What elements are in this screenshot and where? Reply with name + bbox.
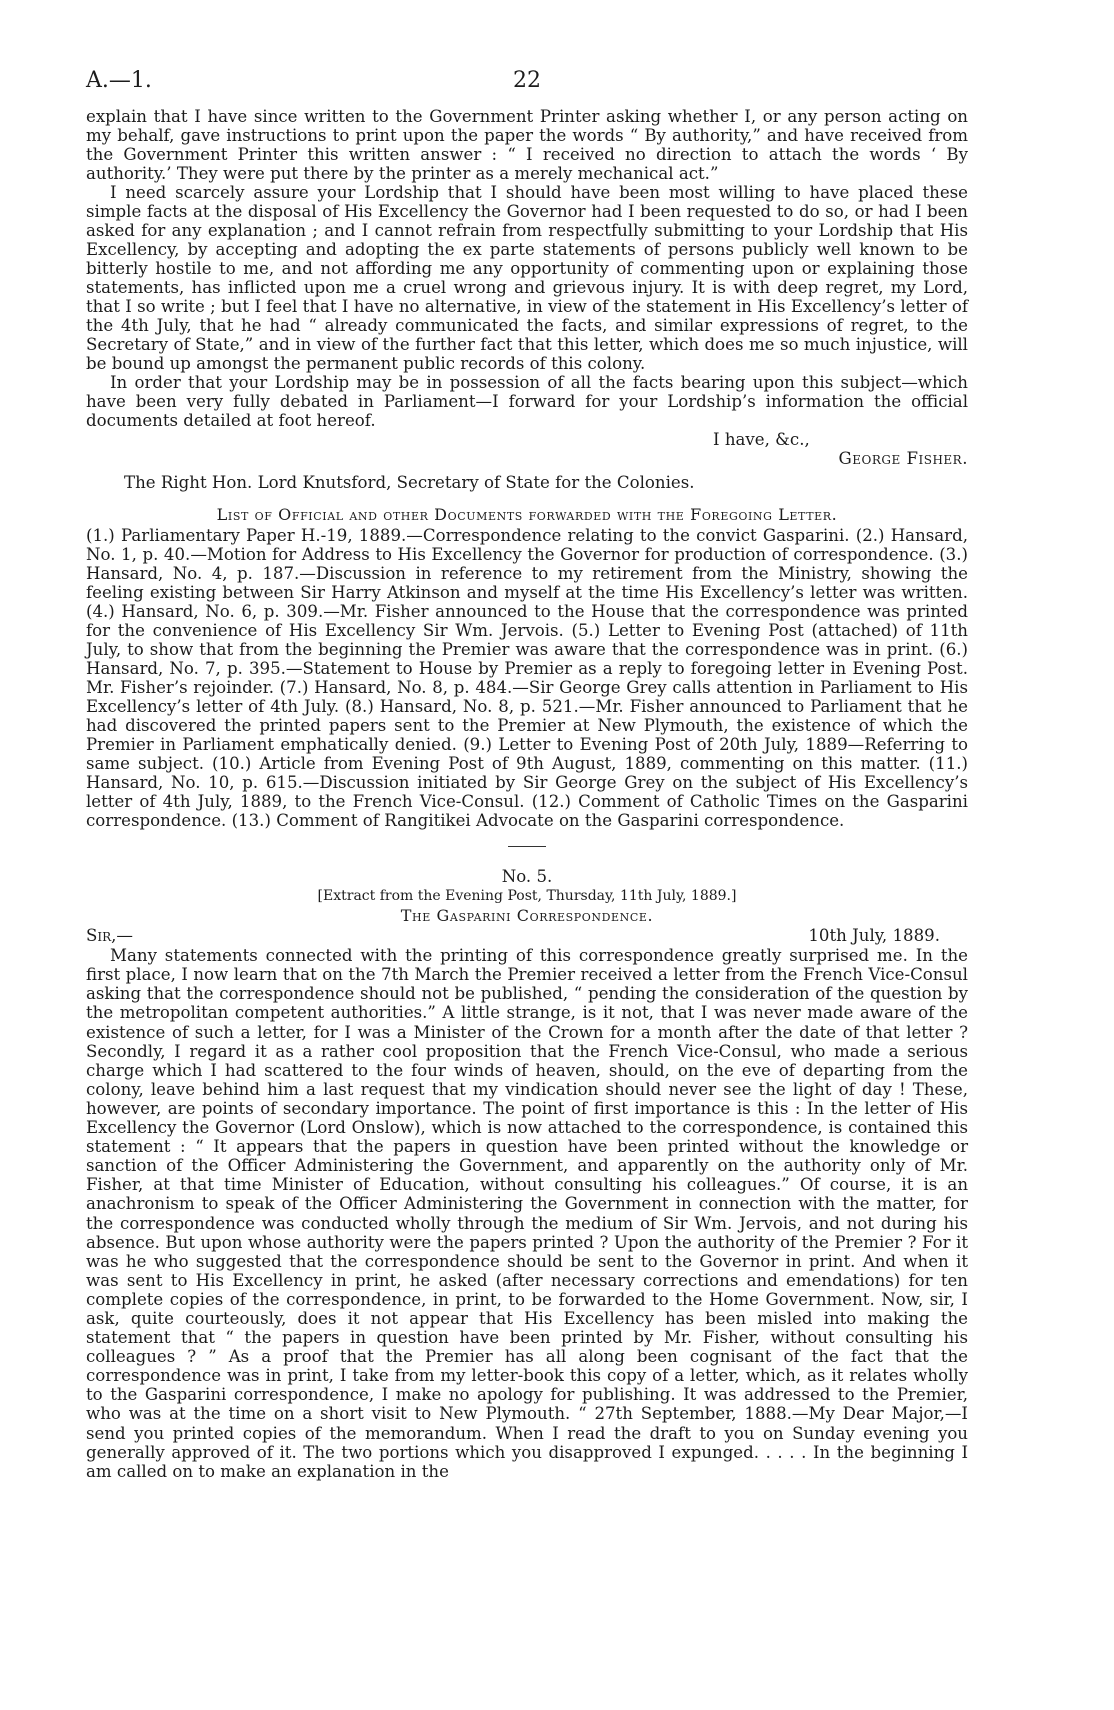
letter-closing: I have, &c.,	[713, 430, 810, 449]
document-list-heading: List of Official and other Documents forwarded with the Foregoing Letter.	[216, 505, 838, 524]
page-header	[86, 68, 968, 98]
page-number: 22	[513, 68, 541, 93]
letter-paragraph: explain that I have since written to the Government Printer asking whether I, or any person acting on my behalf, gave instructions to print upon the paper the words “ By authority,” and have received from the Government Printer this written answer : “ I received no direction to attach the words ‘ By authority.’ They were put there by the printer as a merely mechanical act.”	[86, 107, 968, 183]
letter-body: Many statements connected with the printing of this correspondence greatly surprised me. In the first place, I now learn that on the 7th March the Premier received a letter from the French Vice-Consul asking that the correspondence should not be published, “ pending the consideration of the question by the metropolitan competent authorities.” A little strange, is it not, that I was never made aware of the existence of such a letter, for I was a Minister of the Crown for a month after the date of that letter ? Secondly, I regard it as a rather cool proposition that the French Vice-Consul, who made a serious charge which I had scattered to the four winds of heaven, should, on the eve of departing from the colony, leave behind him a last request that my vindication should never see the light of day ! These, however, are points of secondary importance. The point of first importance is this : In the letter of His Excellency the Governor (Lord Onslow), which is now attached to the correspondence, is contained this statement : “ It appears that the papers in question have been printed without the knowledge or sanction of the Officer Administering the Government, and apparently on the authority only of Mr. Fisher, at that time Minister of Education, without consulting his colleagues.” Of course, it is an anachronism to speak of the Officer Administering the Government in connection with the matter, for the correspondence was conducted wholly through the medium of Sir Wm. Jervois, and not during his absence. But upon whose authority were the papers printed ? Upon the authority of the Premier ? For it was he who suggested that the correspondence should be sent to the Governor in print. And when it was sent to His Excellency in print, he asked (after necessary corrections and emendations) for ten complete copies of the correspondence, in print, to be forwarded to the Home Government. Now, sir, I ask, quite courteously, does it not appear that His Excellency has been misled into making the statement that “ the papers in question have been printed by Mr. Fisher, without consulting his colleagues ? ” As a proof that the Premier has all along been cognisant of the fact that the correspondence was in print, I take from my letter-book this copy of a letter, which, as it relates wholly to the Gasparini correspondence, I make no apology for publishing. It was addressed to the Premier, who was at the time on a short visit to New Plymouth. “ 27th September, 1888.—My Dear Major,—I send you printed copies of the memorandum. When I read the draft to you on Sunday evening you generally approved of it. The two portions which you disapproved I expunged. . . . . In the beginning I am called on to make an explanation in the	[86, 946, 968, 1481]
salutation-line	[86, 926, 968, 946]
letter-body-block	[86, 946, 968, 1481]
letter-addressee: The Right Hon. Lord Knutsford, Secretary of State for the Colonies.	[124, 473, 695, 492]
page-body	[86, 107, 968, 1481]
document-number: No. 5.	[501, 867, 553, 887]
document-list-text: (1.) Parliamentary Paper H.-19, 1889.—Correspondence relating to the convict Gasparini. (2.) Hansard, No. 1, p. 40.—Motion for Address to His Excellency the Governor for production of correspondence. (3.) Hansard, No. 4, p. 187.—Discussion in reference to my retirement from the Ministry, showing the feeling existing between Sir Harry Atkinson and myself at the time His Excellency’s letter was written. (4.) Hansard, No. 6, p. 309.—Mr. Fisher announced to the House that the correspondence was printed for the convenience of His Excellency Sir Wm. Jervois. (5.) Letter to Evening Post (attached) of 11th July, to show that from the beginning the Premier was aware that the correspondence was in print. (6.) Hansard, No. 7, p. 395.—Statement to House by Premier as a reply to foregoing letter in Evening Post. Mr. Fisher’s rejoinder. (7.) Hansard, No. 8, p. 484.—Sir George Grey calls attention in Parliament to His Excellency’s letter of 4th July. (8.) Hansard, No. 8, p. 521.—Mr. Fisher announced to Parliament that he had discovered the printed papers sent to the Premier at New Plymouth, the existence of which the Premier in Parliament emphatically denied. (9.) Letter to Evening Post of 20th July, 1889—Referring to same subject. (10.) Article from Evening Post of 9th August, 1889, commenting on this matter. (11.) Hansard, No. 10, p. 615.—Discussion initiated by Sir George Grey on the subject of His Excellency’s letter of 4th July, 1889, to the French Vice-Consul. (12.) Comment of Catholic Times on the Gasparini correspondence. (13.) Comment of Rangitikei Advocate on the Gasparini correspondence.	[86, 526, 968, 830]
extract-note: [Extract from the Evening Post, Thursday, 11th July, 1889.]	[317, 888, 737, 905]
section-divider	[508, 846, 546, 847]
document-reference: A.—1.	[86, 68, 152, 93]
letter-paragraph: I need scarcely assure your Lordship that I should have been most willing to have placed these simple facts at the disposal of His Excellency the Governor had I been requested to do so, or had I been asked for any explanation ; and I cannot refrain from respectfully submitting to your Lordship that His Excellency, by accepting and adopting the ex parte statements of persons publicly well known to be bitterly hostile to me, and not affording me any opportunity of commenting upon or explaining those statements, has inflicted upon me a cruel wrong and grievous injury. It is with deep regret, my Lord, that I so write ; but I feel that I have no alternative, in view of the statement in His Excellency’s letter of the 4th July, that he had “ already communicated the facts, and similar expressions of regret, to the Secretary of State,” and in view of the further fact that this letter, which does me so much injustice, will be bound up amongst the permanent public records of this colony.	[86, 183, 968, 373]
letter-paragraph: In order that your Lordship may be in possession of all the facts bearing upon this subject—which have been very fully debated in Parliament—I forward for your Lordship’s information the official documents detailed at foot hereof.	[86, 373, 968, 430]
salutation: Sir,—	[86, 926, 134, 946]
section-title: The Gasparini Correspondence.	[400, 906, 654, 926]
letter-signature: George Fisher.	[838, 449, 968, 468]
letter-date: 10th July, 1889.	[808, 926, 940, 946]
